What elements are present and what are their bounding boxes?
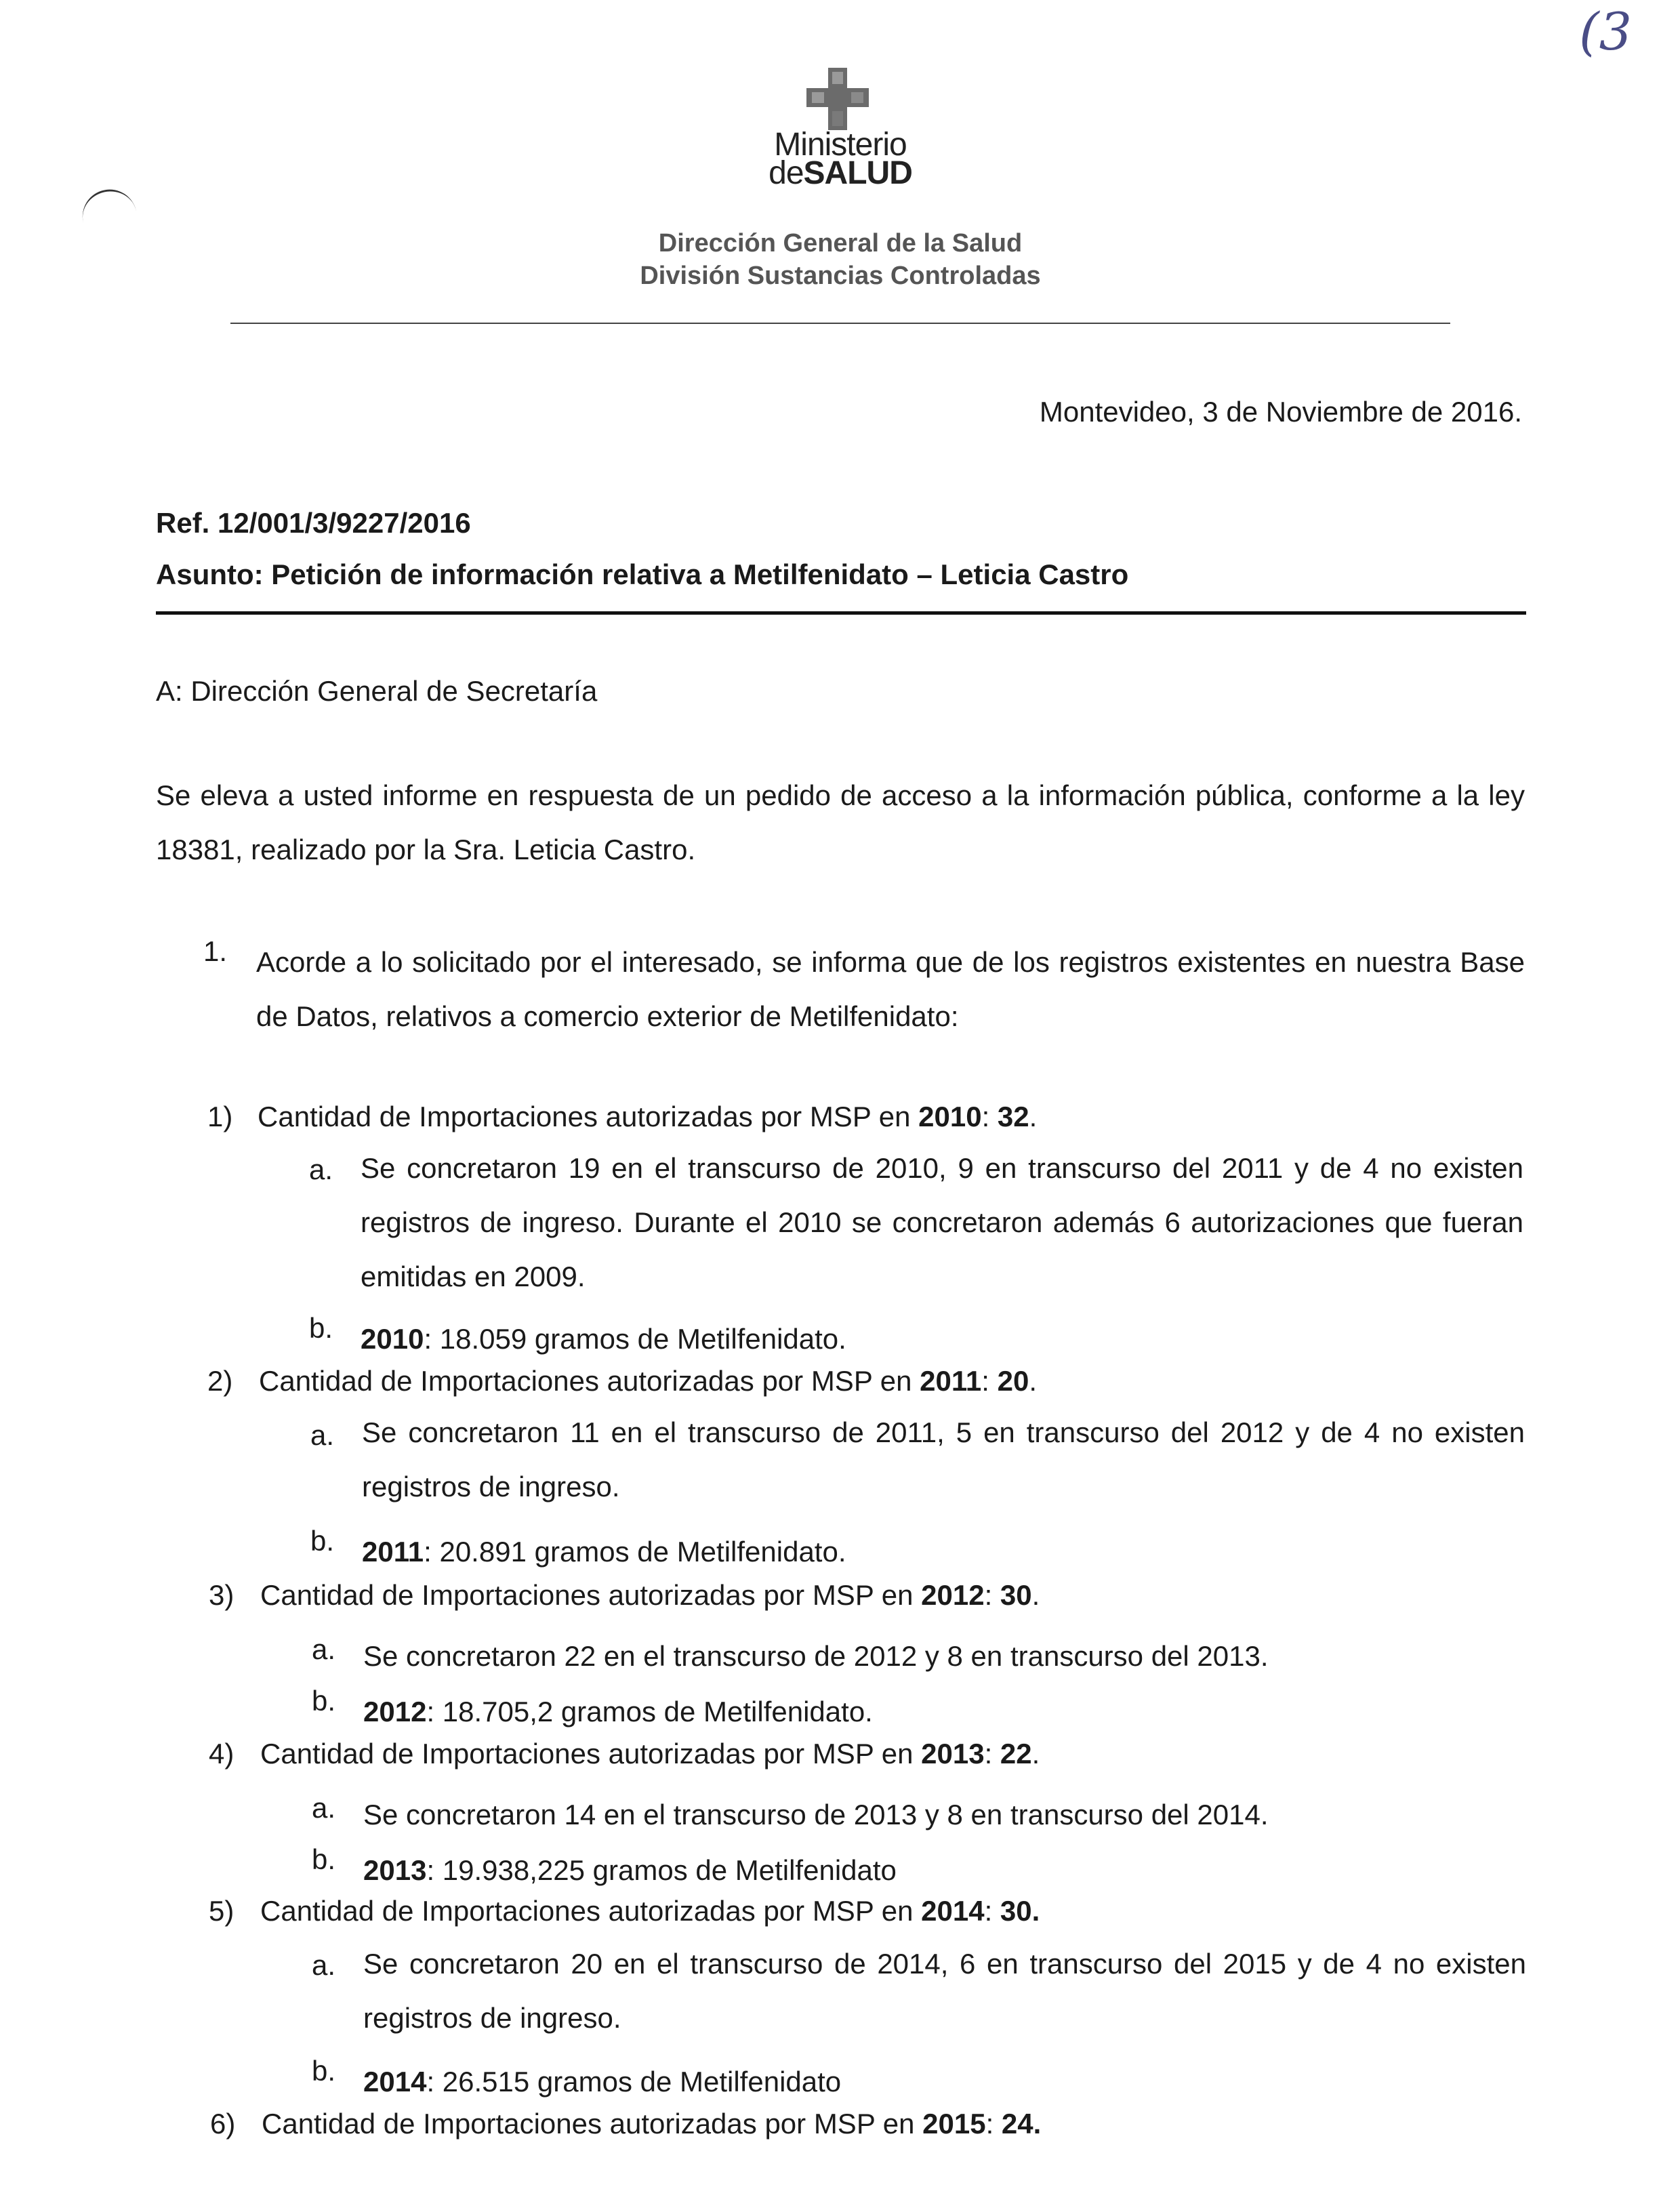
item-number: 5): [209, 1895, 234, 1927]
sub-item-text: 2012: 18.705,2 gramos de Metilfenidato.: [363, 1696, 873, 1727]
sub-item-letter: a.: [312, 1792, 336, 1824]
document-date: Montevideo, 3 de Noviembre de 2016.: [1039, 396, 1522, 428]
item-number: 1): [207, 1101, 233, 1132]
point-text: Acorde a lo solicitado por el interesado, se informa que de los registros existentes en nuestra Base de Datos, relativos a comercio exterior de Metilfenidato:: [256, 946, 1525, 1032]
intro-paragraph: Se eleva a usted informe en respuesta de un pedido de acceso a la información pública, conforme a la ley 18381, realizado por la Sra. Leticia Castro.: [156, 779, 1525, 865]
point-number: 1.: [203, 935, 228, 967]
sub-item-letter: a.: [312, 1633, 336, 1665]
sub-item-text: Se concretaron 19 en el transcurso de 2010, 9 en transcurso del 2011 y de 4 no existen registros de ingreso. Durante el 2010 se concretaron además 6 autorizaciones que fueran emitidas en 2009.: [361, 1152, 1523, 1292]
item-number: 4): [209, 1738, 234, 1769]
sub-item-letter: b.: [312, 2055, 336, 2087]
sub-item-letter: b.: [312, 1685, 336, 1717]
sub-item-letter: b.: [310, 1525, 335, 1557]
addressee: A: Dirección General de Secretaría: [156, 675, 598, 707]
item-number: 3): [209, 1579, 234, 1611]
sub-item-letter: b.: [309, 1312, 333, 1344]
item-text: Cantidad de Importaciones autorizadas por MSP en 2013: 22.: [260, 1738, 1040, 1769]
logo-text-salud: deSALUD: [769, 155, 912, 191]
sub-item-text: Se concretaron 11 en el transcurso de 2011, 5 en transcurso del 2012 y de 4 no existen registros de ingreso.: [362, 1416, 1525, 1502]
item-text: Cantidad de Importaciones autorizadas por MSP en 2014: 30.: [260, 1895, 1040, 1927]
org-line-division: División Sustancias Controladas: [640, 262, 1041, 290]
sub-item-text: 2010: 18.059 gramos de Metilfenidato.: [361, 1323, 846, 1355]
org-line-direccion: Dirección General de la Salud: [658, 229, 1023, 258]
sub-item-letter: a.: [312, 1949, 336, 1981]
reference-number: Ref. 12/001/3/9227/2016: [156, 507, 471, 539]
item-text: Cantidad de Importaciones autorizadas por MSP en 2010: 32.: [258, 1101, 1038, 1132]
item-number: 6): [210, 2108, 236, 2140]
header-divider: [230, 323, 1450, 324]
sub-item-text: 2013: 19.938,225 gramos de Metilfenidato: [363, 1854, 897, 1886]
ministry-cross-logo-icon: [806, 68, 869, 130]
item-text: Cantidad de Importaciones autorizadas por MSP en 2012: 30.: [260, 1579, 1040, 1611]
sub-item-letter: a.: [309, 1153, 333, 1185]
handwritten-page-number: (3: [1579, 1, 1633, 62]
item-number: 2): [207, 1365, 233, 1397]
sub-item-text: Se concretaron 20 en el transcurso de 2014, 6 en transcurso del 2015 y de 4 no existen registros de ingreso.: [363, 1948, 1526, 2034]
item-text: Cantidad de Importaciones autorizadas por MSP en 2015: 24.: [262, 2108, 1042, 2140]
subject-divider: [156, 611, 1526, 615]
sub-item-text: 2011: 20.891 gramos de Metilfenidato.: [362, 1536, 846, 1568]
logo-text-ministerio: Ministerio: [774, 127, 907, 163]
sub-item-text: 2014: 26.515 gramos de Metilfenidato: [363, 2066, 842, 2098]
margin-pen-mark: [77, 184, 136, 224]
item-text: Cantidad de Importaciones autorizadas por MSP en 2011: 20.: [259, 1365, 1037, 1397]
sub-item-letter: a.: [310, 1419, 335, 1451]
sub-item-text: Se concretaron 14 en el transcurso de 2013 y 8 en transcurso del 2014.: [363, 1799, 1269, 1830]
subject-line: Asunto: Petición de información relativa a Metilfenidato – Leticia Castro: [156, 558, 1129, 590]
sub-item-text: Se concretaron 22 en el transcurso de 2012 y 8 en transcurso del 2013.: [363, 1640, 1269, 1672]
sub-item-letter: b.: [312, 1843, 336, 1875]
